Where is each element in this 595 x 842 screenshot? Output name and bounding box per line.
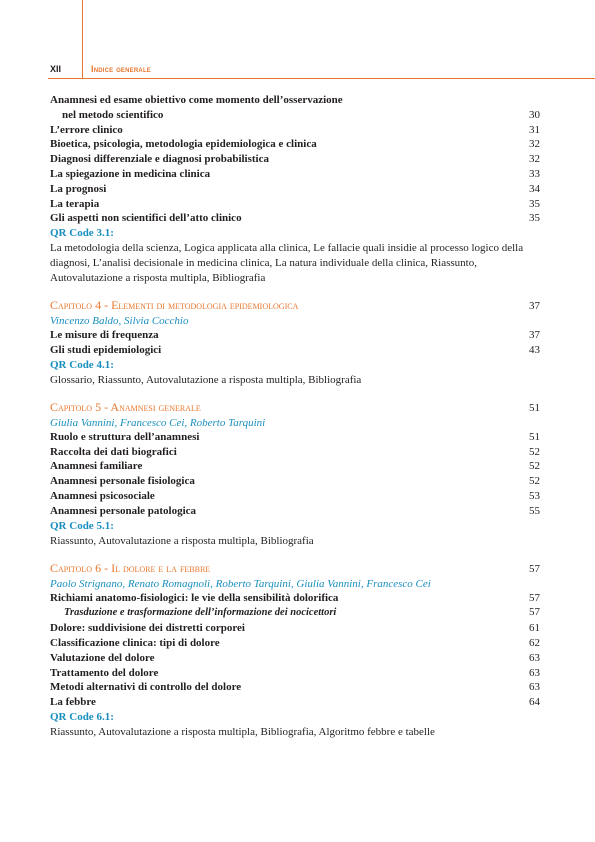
running-title: Indice generale [91, 64, 152, 74]
entry-page: 30 [529, 108, 540, 121]
entry-title: L’errore clinico [50, 123, 123, 136]
toc-entry[interactable] [50, 445, 540, 460]
entry-title: La febbre [50, 696, 96, 709]
chapter-page: 51 [529, 401, 540, 414]
entry-title: Gli aspetti non scientifici dell’atto clinico [50, 212, 242, 225]
toc-entry[interactable] [50, 328, 540, 343]
table-of-contents [50, 93, 540, 752]
entry-page: 52 [529, 445, 540, 458]
entry-title: La spiegazione in medicina clinica [50, 167, 211, 180]
entry-title: Metodi alternativi di controllo del dolore [50, 681, 242, 694]
entry-page: 53 [529, 489, 540, 502]
toc-entry[interactable] [50, 474, 540, 489]
entry-page: 55 [529, 504, 540, 517]
toc-entry[interactable] [50, 695, 540, 710]
toc-entry[interactable] [50, 152, 540, 167]
entry-title: La prognosi [50, 182, 107, 195]
entry-page: 61 [529, 622, 540, 635]
toc-entry[interactable] [50, 430, 540, 445]
toc-entry[interactable] [50, 459, 540, 474]
entry-page: 33 [529, 167, 540, 180]
qr-code-description: Riassunto, Autovalutazione a risposta multipla, Bibliografia, Algoritmo febbre e tabelle [50, 725, 435, 738]
toc-entry[interactable] [50, 137, 540, 152]
entry-title: Valutazione del dolore [50, 651, 155, 664]
entry-title: Ruolo e struttura dell’anamnesi [50, 430, 200, 443]
entry-title: Gli studi epidemiologici [50, 343, 162, 356]
header-horizontal-rule [48, 78, 595, 79]
toc-entry[interactable] [50, 211, 540, 226]
entry-page: 64 [529, 696, 540, 709]
entry-page: 63 [529, 651, 540, 664]
entry-page: 35 [529, 197, 540, 210]
toc-section-chapter-5 [50, 400, 540, 549]
entry-title: Anamnesi familiare [50, 460, 143, 473]
entry-title: Bioetica, psicologia, metodologia epidemiologica e clinica [50, 138, 317, 151]
entry-title: Dolore: suddivisione dei distretti corporei [50, 622, 245, 635]
entry-title: nel metodo scientifico [62, 108, 164, 121]
entry-page: 31 [529, 123, 540, 136]
toc-entry[interactable] [50, 504, 540, 519]
entry-page: 37 [529, 329, 540, 342]
entry-title: Anamnesi psicosociale [50, 489, 155, 502]
toc-section-chapter-4 [50, 298, 540, 388]
entry-page: 35 [529, 212, 540, 225]
entry-page: 62 [529, 636, 540, 649]
chapter-heading[interactable] [50, 561, 540, 577]
chapter-authors: Vincenzo Baldo, Silvia Cocchio [50, 315, 189, 328]
toc-entry[interactable] [50, 197, 540, 212]
chapter-authors: Giulia Vannini, Francesco Cei, Roberto Tarquini [50, 416, 266, 429]
entry-title: Anamnesi personale fisiologica [50, 475, 195, 488]
chapter-title: Capitolo 5 - Anamnesi generale [50, 399, 201, 414]
toc-entry[interactable] [50, 108, 540, 123]
toc-entry[interactable] [50, 343, 540, 358]
entry-title: Le misure di frequenza [50, 329, 159, 342]
toc-entry[interactable] [50, 666, 540, 681]
toc-entry[interactable] [50, 123, 540, 138]
entry-title: Anamnesi ed esame obiettivo come momento dell’osservazione [50, 94, 343, 106]
entry-page: 52 [529, 460, 540, 473]
toc-entry[interactable] [50, 621, 540, 636]
entry-title: Richiami anatomo-fisiologici: le vie della sensibilità dolorifica [50, 591, 339, 604]
chapter-page: 37 [529, 300, 540, 313]
toc-subentry[interactable] [50, 605, 540, 621]
qr-code-description: Riassunto, Autovalutazione a risposta multipla, Bibliografia [50, 534, 314, 547]
chapter-authors: Paolo Strignano, Renato Romagnoli, Roberto Tarquini, Giulia Vannini, Francesco Cei [50, 577, 431, 590]
qr-code-description: Glossario, Riassunto, Autovalutazione a risposta multipla, Bibliografia [50, 373, 362, 386]
entry-page: 51 [529, 430, 540, 443]
entry-page: 32 [529, 153, 540, 166]
entry-title: Trasduzione e trasformazione dell’informazione dei nocicettori [64, 607, 337, 619]
entry-page: 63 [529, 666, 540, 679]
toc-section-chapter-3 [50, 93, 540, 286]
toc-entry[interactable] [50, 489, 540, 504]
chapter-page: 57 [529, 562, 540, 575]
toc-entry[interactable] [50, 167, 540, 182]
entry-page: 34 [529, 182, 540, 195]
entry-title: La terapia [50, 197, 100, 210]
entry-page: 52 [529, 475, 540, 488]
entry-title: Diagnosi differenziale e diagnosi probabilistica [50, 153, 269, 166]
header-vertical-rule [82, 0, 83, 78]
entry-page: 43 [529, 343, 540, 356]
chapter-heading[interactable] [50, 298, 540, 314]
chapter-heading[interactable] [50, 400, 540, 416]
toc-entry[interactable] [50, 636, 540, 651]
toc-entry[interactable] [50, 182, 540, 197]
qr-code-label[interactable]: QR Code 6.1: [50, 710, 114, 723]
qr-code-description: La metodologia della scienza, Logica applicata alla clinica, Le fallacie quali insidie al processo logico della diagnosi, L’analisi decisionale in medicina clinica, La natura individuale della clinica, Riassunto, Autovalutazione a risposta multipla, Bibliografia [50, 242, 524, 285]
qr-code-label[interactable]: QR Code 4.1: [50, 358, 114, 371]
entry-page: 57 [529, 606, 540, 619]
chapter-title: Capitolo 4 - Elementi di metodologia epidemiologica [50, 298, 299, 313]
entry-title: Trattamento del dolore [50, 666, 159, 679]
toc-entry[interactable] [50, 651, 540, 666]
qr-code-label[interactable]: QR Code 5.1: [50, 519, 114, 532]
entry-page: 63 [529, 681, 540, 694]
page-number: XII [50, 64, 62, 74]
entry-page: 32 [529, 138, 540, 151]
toc-entry[interactable] [50, 591, 540, 606]
chapter-title: Capitolo 6 - Il dolore e la febbre [50, 560, 211, 575]
qr-code-label[interactable]: QR Code 3.1: [50, 227, 114, 240]
entry-title: Classificazione clinica: tipi di dolore [50, 636, 220, 649]
toc-section-chapter-6 [50, 561, 540, 740]
entry-title: Anamnesi personale patologica [50, 504, 197, 517]
toc-entry[interactable] [50, 680, 540, 695]
entry-title: Raccolta dei dati biografici [50, 445, 177, 458]
entry-page: 57 [529, 591, 540, 604]
toc-entry[interactable] [50, 93, 540, 108]
